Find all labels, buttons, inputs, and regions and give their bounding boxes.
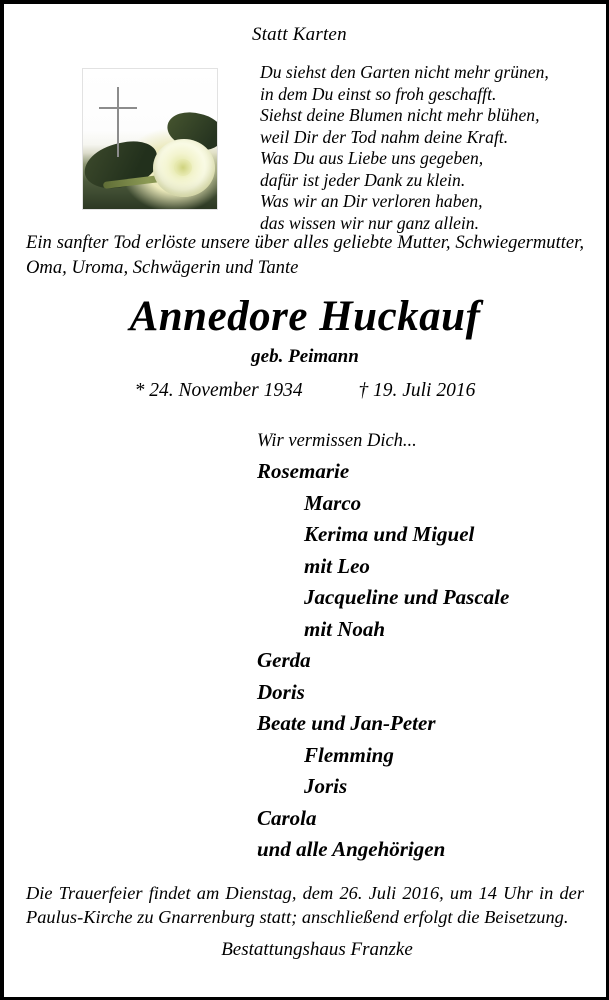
mourner-line: Jacqueline und Pascale [304, 585, 510, 610]
life-dates [4, 380, 606, 402]
mourner-line: Gerda [257, 648, 311, 673]
rose-icon [153, 139, 215, 197]
notice-header [4, 4, 606, 233]
notice-heading: Statt Karten [252, 24, 347, 45]
poem-line: Was wir an Dir verloren haben, [260, 191, 483, 211]
poem-line: das wissen wir nur ganz allein. [260, 212, 479, 233]
mourners-list [257, 456, 606, 866]
mourner-line: Rosemarie [257, 459, 350, 484]
mourners-block [4, 426, 606, 866]
mourner-line: Joris [304, 774, 348, 799]
poem-line: weil Dir der Tod nahm deine Kraft. [260, 126, 509, 147]
intro-text: Ein sanfter Tod erlöste unsere über alles geliebte Mutter, Schwiegermutter, Oma, Uroma, Schwägerin und Tante [26, 232, 584, 278]
photo-background [83, 69, 217, 209]
mourner-line: Flemming [304, 742, 394, 767]
mourner-line: mit Noah [304, 616, 386, 641]
mourner-line: Kerima und Miguel [304, 522, 475, 547]
mourner-line: Carola [257, 805, 317, 830]
maiden-name: geb. Peimann [251, 346, 359, 368]
memorial-photo [82, 68, 218, 210]
poem-line: Was Du aus Liebe uns gegeben, [260, 148, 484, 168]
mourners-heading: Wir vermissen Dich... [257, 431, 417, 452]
deceased-name: Annedore Huckauf [129, 293, 481, 340]
mourner-line: Beate und Jan-Peter [257, 711, 436, 736]
mourner-line: Marco [304, 490, 362, 515]
service-details: Die Trauerfeier findet am Dienstag, dem 26. Juli 2016, um 14 Uhr in der Paulus-Kirche zu Gnarrenburg statt; anschließend erfolgt die Beisetzung. [26, 882, 584, 927]
poem-line: Siehst deine Blumen nicht mehr blühen, [260, 105, 540, 125]
poem-line: Du siehst den Garten nicht mehr grünen, [260, 62, 549, 82]
undertaker-name: Bestattungshaus Franzke [221, 938, 413, 960]
cross-icon-horizontal [99, 107, 137, 109]
memorial-poem [260, 62, 549, 234]
birth-date: * 24. November 1934 [134, 380, 303, 402]
poem-line: in dem Du einst so froh geschafft. [260, 83, 497, 104]
cross-icon-vertical [117, 87, 119, 157]
mourner-line: und alle Angehörigen [257, 837, 446, 862]
poem-line: dafür ist jeder Dank zu klein. [260, 169, 466, 190]
mourner-line: mit Leo [304, 553, 370, 578]
mourner-line: Doris [257, 679, 305, 704]
death-date: † 19. Juli 2016 [358, 380, 476, 402]
